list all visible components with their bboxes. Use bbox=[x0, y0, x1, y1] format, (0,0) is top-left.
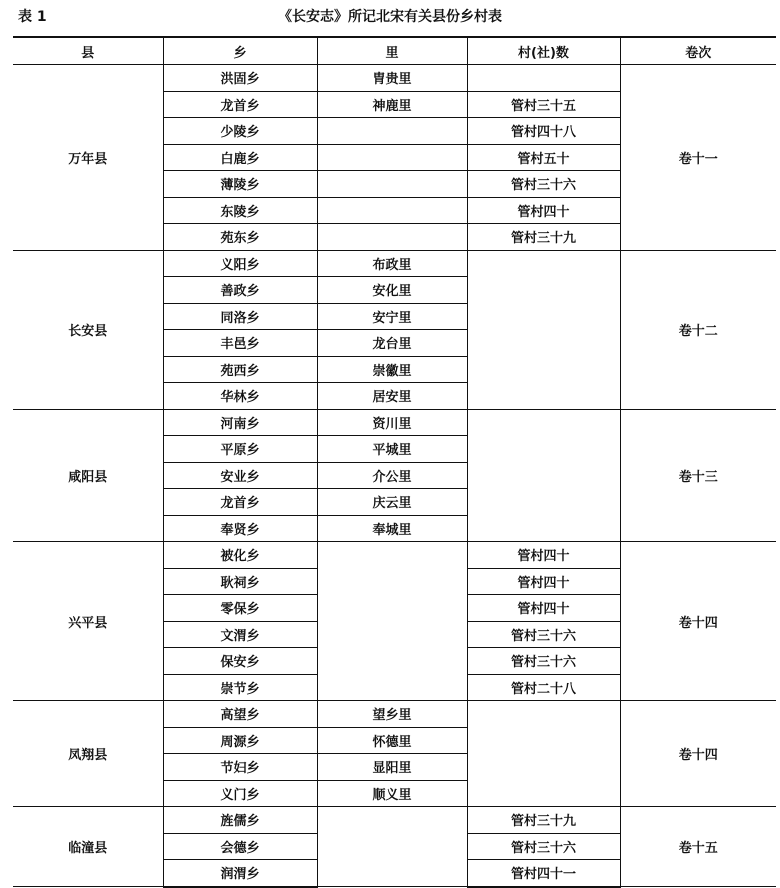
xiang-cell: 耿祠乡 bbox=[163, 568, 317, 595]
table-row bbox=[13, 409, 776, 436]
li-cell bbox=[317, 171, 467, 198]
xiang-cell: 崇节乡 bbox=[163, 674, 317, 701]
xiang-cell: 奉贤乡 bbox=[163, 515, 317, 542]
xiang-cell: 零保乡 bbox=[163, 595, 317, 622]
xiang-cell: 善政乡 bbox=[163, 277, 317, 304]
xiang-cell: 被化乡 bbox=[163, 542, 317, 569]
xiang-cell: 苑东乡 bbox=[163, 224, 317, 251]
header-li: 里 bbox=[317, 37, 467, 65]
xiang-cell: 苑西乡 bbox=[163, 356, 317, 383]
header-row bbox=[13, 37, 776, 65]
village-count-cell: 管村三十六 bbox=[467, 833, 620, 860]
xiang-cell: 保安乡 bbox=[163, 648, 317, 675]
table-title: 《长安志》所记北宋有关县份乡村表 bbox=[278, 9, 502, 25]
table-caption bbox=[0, 6, 780, 30]
county-cell: 咸阳县 bbox=[13, 409, 163, 542]
village-count-cell: 管村四十 bbox=[467, 595, 620, 622]
li-cell: 安化里 bbox=[317, 277, 467, 304]
xiang-cell: 龙首乡 bbox=[163, 489, 317, 516]
xiang-cell: 龙首乡 bbox=[163, 91, 317, 118]
li-cell: 崇徽里 bbox=[317, 356, 467, 383]
county-cell: 长安县 bbox=[13, 250, 163, 409]
li-cell: 龙台里 bbox=[317, 330, 467, 357]
li-cell: 安宁里 bbox=[317, 303, 467, 330]
li-cell bbox=[317, 224, 467, 251]
village-count-cell: 管村五十 bbox=[467, 144, 620, 171]
table-row bbox=[13, 250, 776, 277]
village-count-cell: 管村四十 bbox=[467, 542, 620, 569]
village-count-cell: 管村三十六 bbox=[467, 648, 620, 675]
volume-cell: 卷十二 bbox=[620, 250, 776, 409]
li-cell bbox=[317, 807, 467, 887]
li-cell: 资川里 bbox=[317, 409, 467, 436]
xiang-cell: 周源乡 bbox=[163, 727, 317, 754]
county-cell: 万年县 bbox=[13, 65, 163, 251]
xiang-cell: 河南乡 bbox=[163, 409, 317, 436]
volume-cell: 卷十四 bbox=[620, 542, 776, 701]
volume-cell: 卷十一 bbox=[620, 65, 776, 251]
xiang-cell: 义阳乡 bbox=[163, 250, 317, 277]
table-row bbox=[13, 65, 776, 92]
village-count-cell bbox=[467, 701, 620, 807]
village-count-cell bbox=[467, 65, 620, 92]
xiang-cell: 会德乡 bbox=[163, 833, 317, 860]
li-cell bbox=[317, 118, 467, 145]
header-village-count: 村(社)数 bbox=[467, 37, 620, 65]
header-volume: 卷次 bbox=[620, 37, 776, 65]
village-count-cell: 管村四十一 bbox=[467, 860, 620, 887]
xiang-cell: 平原乡 bbox=[163, 436, 317, 463]
village-count-cell bbox=[467, 250, 620, 409]
county-cell: 凤翔县 bbox=[13, 701, 163, 807]
table-row bbox=[13, 701, 776, 728]
xiang-cell: 洪固乡 bbox=[163, 65, 317, 92]
li-cell bbox=[317, 542, 467, 701]
village-count-cell: 管村四十八 bbox=[467, 118, 620, 145]
li-cell: 神鹿里 bbox=[317, 91, 467, 118]
xiang-cell: 高望乡 bbox=[163, 701, 317, 728]
county-cell: 临潼县 bbox=[13, 807, 163, 887]
xiang-cell: 少陵乡 bbox=[163, 118, 317, 145]
table-number: 表 1 bbox=[18, 9, 47, 25]
xiang-cell: 薄陵乡 bbox=[163, 171, 317, 198]
village-count-cell: 管村二十八 bbox=[467, 674, 620, 701]
volume-cell: 卷十五 bbox=[620, 807, 776, 887]
village-count-cell: 管村三十六 bbox=[467, 621, 620, 648]
village-count-cell: 管村四十 bbox=[467, 197, 620, 224]
li-cell: 平城里 bbox=[317, 436, 467, 463]
li-cell: 居安里 bbox=[317, 383, 467, 410]
village-count-cell: 管村四十 bbox=[467, 568, 620, 595]
village-count-cell: 管村三十九 bbox=[467, 807, 620, 834]
li-cell: 布政里 bbox=[317, 250, 467, 277]
li-cell: 庆云里 bbox=[317, 489, 467, 516]
county-cell: 兴平县 bbox=[13, 542, 163, 701]
li-cell: 顺义里 bbox=[317, 780, 467, 807]
xiang-cell: 白鹿乡 bbox=[163, 144, 317, 171]
village-count-cell: 管村三十六 bbox=[467, 171, 620, 198]
xiang-cell: 安业乡 bbox=[163, 462, 317, 489]
table-row bbox=[13, 542, 776, 569]
xiang-cell: 旌儒乡 bbox=[163, 807, 317, 834]
xiang-cell: 华林乡 bbox=[163, 383, 317, 410]
li-cell: 怀德里 bbox=[317, 727, 467, 754]
xiang-cell: 义门乡 bbox=[163, 780, 317, 807]
li-cell: 奉城里 bbox=[317, 515, 467, 542]
li-cell: 望乡里 bbox=[317, 701, 467, 728]
li-cell: 显阳里 bbox=[317, 754, 467, 781]
village-count-cell: 管村三十五 bbox=[467, 91, 620, 118]
table-row bbox=[13, 807, 776, 834]
xiang-cell: 东陵乡 bbox=[163, 197, 317, 224]
li-cell bbox=[317, 144, 467, 171]
volume-cell: 卷十四 bbox=[620, 701, 776, 807]
li-cell bbox=[317, 197, 467, 224]
village-count-cell: 管村三十九 bbox=[467, 224, 620, 251]
village-count-cell bbox=[467, 409, 620, 542]
li-cell: 胄贵里 bbox=[317, 65, 467, 92]
volume-cell: 卷十三 bbox=[620, 409, 776, 542]
header-county: 县 bbox=[13, 37, 163, 65]
xiang-cell: 丰邑乡 bbox=[163, 330, 317, 357]
xiang-cell: 文渭乡 bbox=[163, 621, 317, 648]
xiang-cell: 同洛乡 bbox=[163, 303, 317, 330]
xiang-cell: 节妇乡 bbox=[163, 754, 317, 781]
header-xiang: 乡 bbox=[163, 37, 317, 65]
li-cell: 介公里 bbox=[317, 462, 467, 489]
xiang-cell: 润渭乡 bbox=[163, 860, 317, 887]
village-table bbox=[13, 36, 776, 888]
